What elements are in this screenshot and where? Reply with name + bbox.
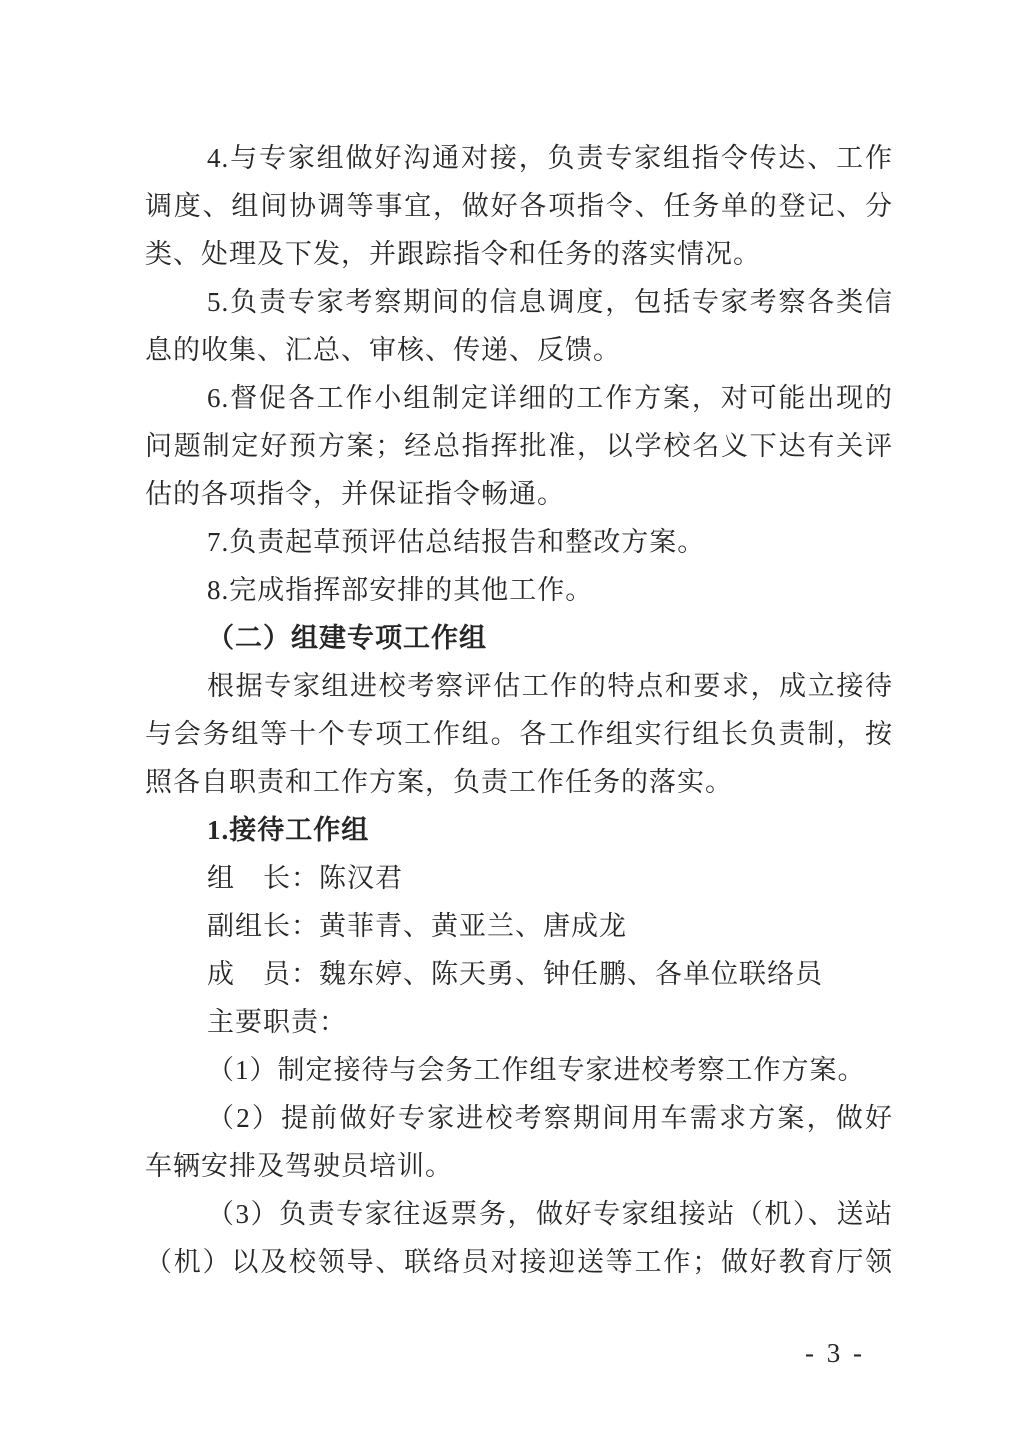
document-line: 5.负责专家考察期间的信息调度，包括专家考察各类信 [207, 287, 893, 317]
document-line: （3）负责专家往返票务，做好专家组接站（机）、送站 [207, 1199, 893, 1229]
document-line: 根据专家组进校考察评估工作的特点和要求，成立接待 [207, 671, 893, 701]
document-heading-line: 1.接待工作组 [207, 815, 370, 845]
document-line: 息的收集、汇总、审核、传递、反馈。 [145, 335, 621, 365]
document-line: 类、处理及下发，并跟踪指令和任务的落实情况。 [145, 239, 761, 269]
document-line: 组 长：陈汉君 [207, 863, 403, 893]
document-line: 估的各项指令，并保证指令畅通。 [145, 479, 565, 509]
document-line: 4.与专家组做好沟通对接，负责专家组指令传达、工作 [207, 143, 893, 173]
document-line: 问题制定好预方案；经总指挥批准，以学校名义下达有关评 [145, 431, 893, 461]
document-line: 6.督促各工作小组制定详细的工作方案，对可能出现的 [207, 383, 893, 413]
document-heading-line: （二）组建专项工作组 [207, 623, 487, 653]
document-line: 调度、组间协调等事宜，做好各项指令、任务单的登记、分 [145, 191, 893, 221]
document-line: 照各自职责和工作方案，负责工作任务的落实。 [145, 767, 733, 797]
document-line: 8.完成指挥部安排的其他工作。 [207, 575, 594, 605]
document-line: 副组长：黄菲青、黄亚兰、唐成龙 [207, 911, 627, 941]
document-line: 7.负责起草预评估总结报告和整改方案。 [207, 527, 706, 557]
document-line: 成 员：魏东婷、陈天勇、钟任鹏、各单位联络员 [207, 959, 823, 989]
document-line: （1）制定接待与会务工作组专家进校考察工作方案。 [207, 1055, 866, 1085]
document-line: （机）以及校领导、联络员对接迎送等工作；做好教育厅领 [145, 1247, 893, 1277]
document-line: 主要职责： [207, 1007, 347, 1037]
document-line: （2）提前做好专家进校考察期间用车需求方案，做好 [207, 1103, 893, 1133]
document-line: 车辆安排及驾驶员培训。 [145, 1151, 453, 1181]
document-line: 与会务组等十个专项工作组。各工作组实行组长负责制，按 [145, 719, 893, 749]
text-block [145, 134, 893, 1286]
page-number: - 3 - [805, 1338, 865, 1368]
